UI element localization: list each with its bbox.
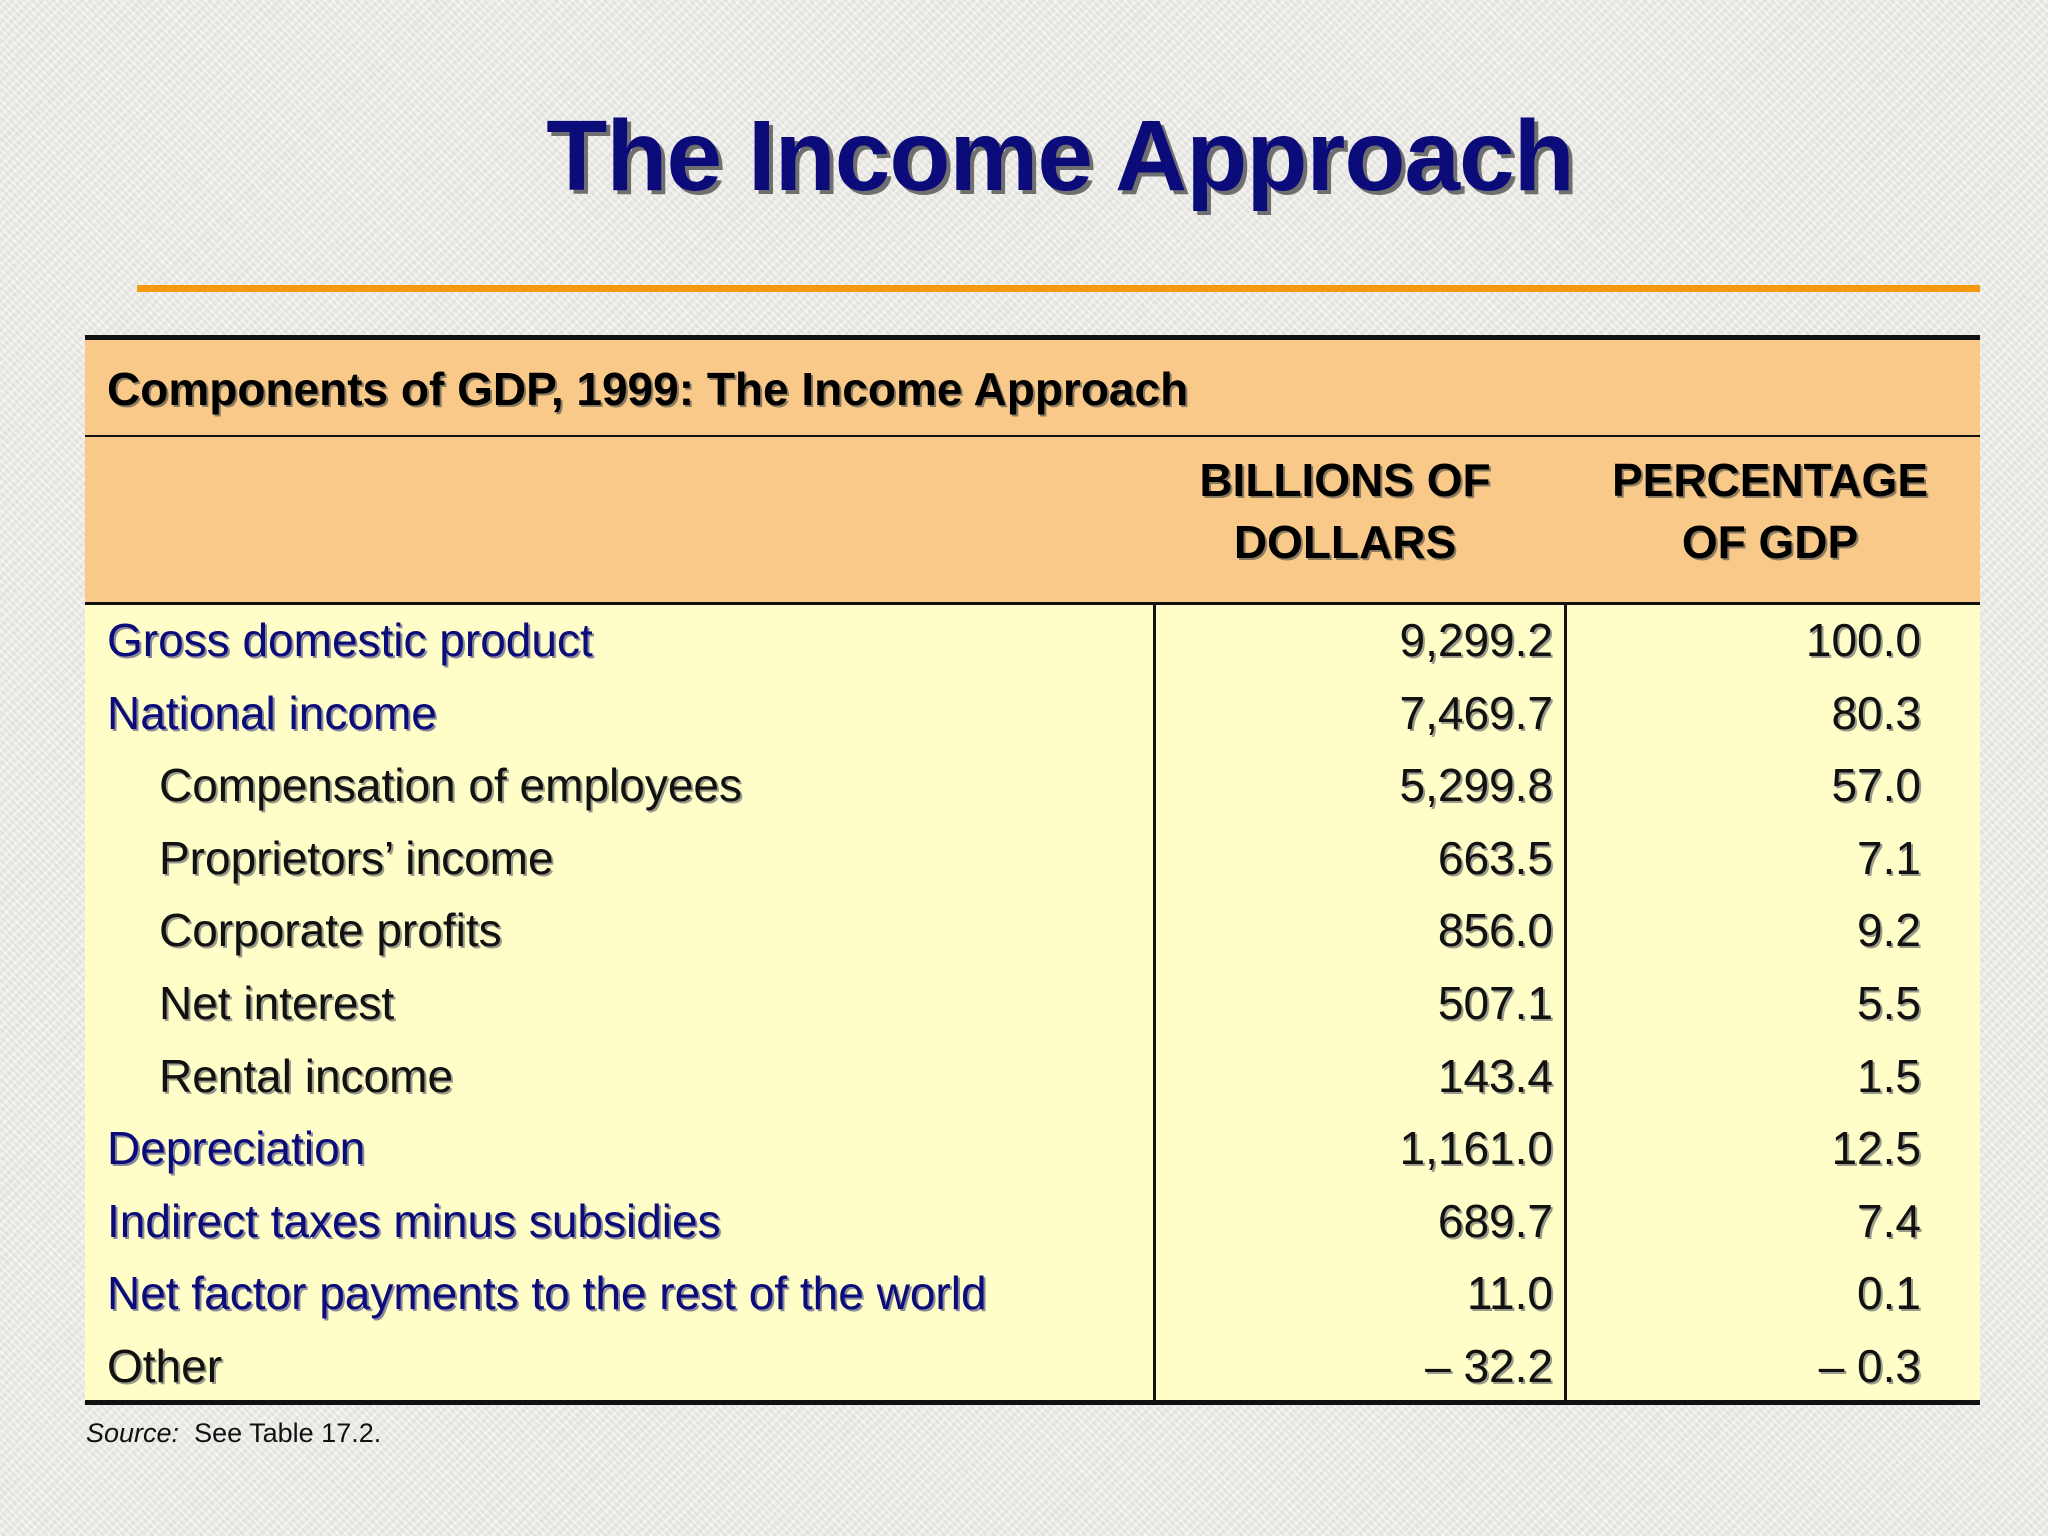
table-row	[85, 1116, 1980, 1189]
percentage-value: 7.1	[1857, 831, 1921, 884]
column-header-billions	[1155, 449, 1535, 573]
percentage-value: 5.5	[1857, 976, 1921, 1029]
row-label: Proprietors’ income	[159, 831, 554, 884]
percentage-value: 0.1	[1857, 1267, 1921, 1320]
row-label: Rental income	[159, 1049, 454, 1102]
percentage-value: 7.4	[1857, 1194, 1921, 1247]
table-body	[85, 608, 1980, 1407]
table-row	[85, 1334, 1980, 1407]
table-header-row	[85, 437, 1980, 605]
billions-value: 689.7	[1437, 1194, 1553, 1247]
column-header-billions-line1: BILLIONS OF	[1199, 454, 1491, 506]
billions-value: 11.0	[1466, 1267, 1553, 1320]
percentage-value: – 0.3	[1818, 1339, 1921, 1392]
source-label: Source:	[86, 1418, 180, 1448]
table-row	[85, 608, 1980, 681]
table-row	[85, 898, 1980, 971]
row-label: Indirect taxes minus subsidies	[107, 1194, 721, 1247]
column-header-percentage	[1560, 449, 1980, 573]
table-row	[85, 1044, 1980, 1117]
table-caption-bar	[85, 340, 1980, 437]
table-row	[85, 1189, 1980, 1262]
table-caption: Components of GDP, 1999: The Income Approach	[107, 363, 1189, 415]
table-row	[85, 826, 1980, 899]
source-note	[86, 1416, 381, 1450]
row-label: Gross domestic product	[107, 614, 593, 666]
row-label: National income	[107, 686, 437, 739]
row-label: Corporate profits	[159, 904, 502, 957]
slide-title: The Income Approach	[546, 100, 1574, 212]
billions-value: 7,469.7	[1399, 686, 1553, 739]
row-label: Net factor payments to the rest of the world	[107, 1267, 987, 1320]
source-text: See Table 17.2.	[194, 1418, 382, 1448]
row-label: Depreciation	[107, 1122, 366, 1175]
row-label: Net interest	[159, 976, 395, 1029]
percentage-value: 1.5	[1857, 1049, 1921, 1102]
column-header-billions-line2: DOLLARS	[1233, 516, 1457, 568]
table-row	[85, 681, 1980, 754]
row-label: Other	[107, 1339, 223, 1392]
column-header-percentage-line1: PERCENTAGE	[1611, 454, 1929, 506]
billions-value: 507.1	[1437, 976, 1553, 1029]
billions-value: 143.4	[1437, 1049, 1553, 1102]
row-label: Compensation of employees	[159, 759, 742, 812]
column-header-percentage-line2: OF GDP	[1681, 516, 1859, 568]
billions-value: 9,299.2	[1399, 614, 1553, 666]
percentage-value: 9.2	[1857, 904, 1921, 957]
gdp-income-table	[85, 335, 1980, 1405]
billions-value: 5,299.8	[1399, 759, 1553, 812]
percentage-value: 100.0	[1805, 614, 1921, 666]
billions-value: 1,161.0	[1399, 1122, 1553, 1175]
percentage-value: 12.5	[1831, 1122, 1921, 1175]
table-row	[85, 753, 1980, 826]
table-row	[85, 971, 1980, 1044]
title-divider	[137, 285, 1980, 292]
table-row	[85, 1261, 1980, 1334]
billions-value: 856.0	[1437, 904, 1553, 957]
percentage-value: 80.3	[1831, 686, 1921, 739]
percentage-value: 57.0	[1831, 759, 1921, 812]
billions-value: 663.5	[1437, 831, 1553, 884]
billions-value: – 32.2	[1425, 1339, 1553, 1392]
